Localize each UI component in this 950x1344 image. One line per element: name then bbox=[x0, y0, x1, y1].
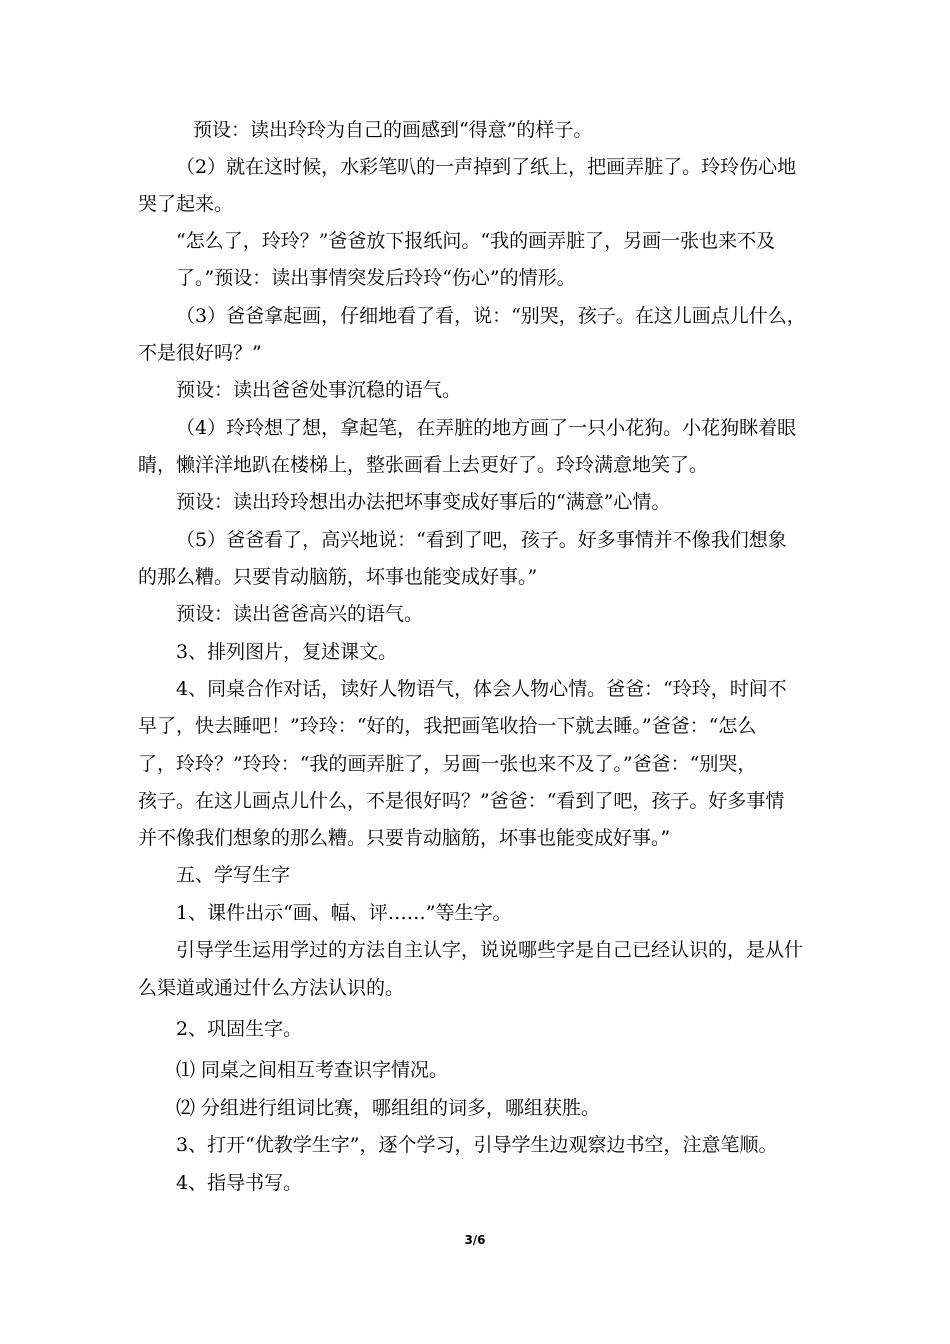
text-line: 4、同桌合作对话，读好人物语气，体会人物心情。爸爸：“玲玲，时间不 bbox=[176, 678, 787, 700]
text-line: （5）爸爸看了，高兴地说：“看到了吧，孩子。好多事情并不像我们想象 bbox=[176, 529, 787, 551]
text-line: 哭了起来。 bbox=[138, 193, 234, 215]
text-line: （4）玲玲想了想，拿起笔，在弄脏的地方画了一只小花狗。小花狗眯着眼 bbox=[176, 417, 797, 439]
text-line: 3、排列图片，复述课文。 bbox=[176, 641, 398, 663]
text-line: 4、指导书写。 bbox=[176, 1172, 303, 1194]
text-line: 睛，懒洋洋地趴在楼梯上，整张画看上去更好了。玲玲满意地笑了。 bbox=[138, 454, 709, 476]
text-line: （3）爸爸拿起画，仔细地看了看，说：“别哭，孩子。在这儿画点儿什么， bbox=[176, 305, 806, 327]
text-line: 引导学生运用学过的方法自主认字，说说哪些字是自己已经认识的，是从什 bbox=[176, 939, 804, 961]
text-line: 并不像我们想象的那么糟。只要肯动脑筋，坏事也能变成好事。” bbox=[138, 827, 671, 849]
text-line: 2、巩固生字。 bbox=[176, 1018, 303, 1040]
section-heading: 五、学写生字 bbox=[176, 864, 291, 886]
text-line: 了。”预设：读出事情突发后玲玲“伤心”的情形。 bbox=[176, 267, 576, 289]
text-line: 的那么糟。只要肯动脑筋，坏事也能变成好事。” bbox=[138, 566, 538, 588]
page-number: 3/6 bbox=[464, 1233, 486, 1247]
text-line: 不是很好吗？” bbox=[138, 342, 262, 364]
text-line: ⑵ 分组进行组词比赛，哪组组的词多，哪组获胜。 bbox=[176, 1097, 601, 1119]
text-line: 了，玲玲？”玲玲：“我的画弄脏了，另画一张也来不及了。”爸爸：“别哭， bbox=[138, 753, 757, 775]
text-line: 预设：读出玲玲想出办法把坏事变成好事后的“满意”心情。 bbox=[176, 491, 671, 513]
text-line: 预设：读出玲玲为自己的画感到“得意”的样子。 bbox=[193, 119, 593, 141]
text-line: “怎么了，玲玲？”爸爸放下报纸问。“我的画弄脏了，另画一张也来不及 bbox=[176, 230, 776, 252]
text-line: 1、课件出示“画、幅、评……”等生字。 bbox=[176, 902, 512, 924]
text-line: 预设：读出爸爸处事沉稳的语气。 bbox=[176, 379, 462, 401]
text-line: （2）就在这时候，水彩笔叭的一声掉到了纸上，把画弄脏了。玲玲伤心地 bbox=[176, 156, 797, 178]
text-line: 3、打开“优教学生字”，逐个学习，引导学生边观察边书空，注意笔顺。 bbox=[176, 1134, 778, 1156]
text-line: 么渠道或通过什么方法认识的。 bbox=[138, 977, 405, 999]
text-line: 早了，快去睡吧！”玲玲：“好的，我把画笔收拾一下就去睡。”爸爸：“怎么 bbox=[138, 715, 757, 737]
text-line: 孩子。在这儿画点儿什么，不是很好吗？”爸爸：“看到了吧，孩子。好多事情 bbox=[138, 790, 785, 812]
text-line: 预设：读出爸爸高兴的语气。 bbox=[176, 603, 424, 625]
text-line: ⑴ 同桌之间相互考查识字情况。 bbox=[176, 1059, 449, 1081]
